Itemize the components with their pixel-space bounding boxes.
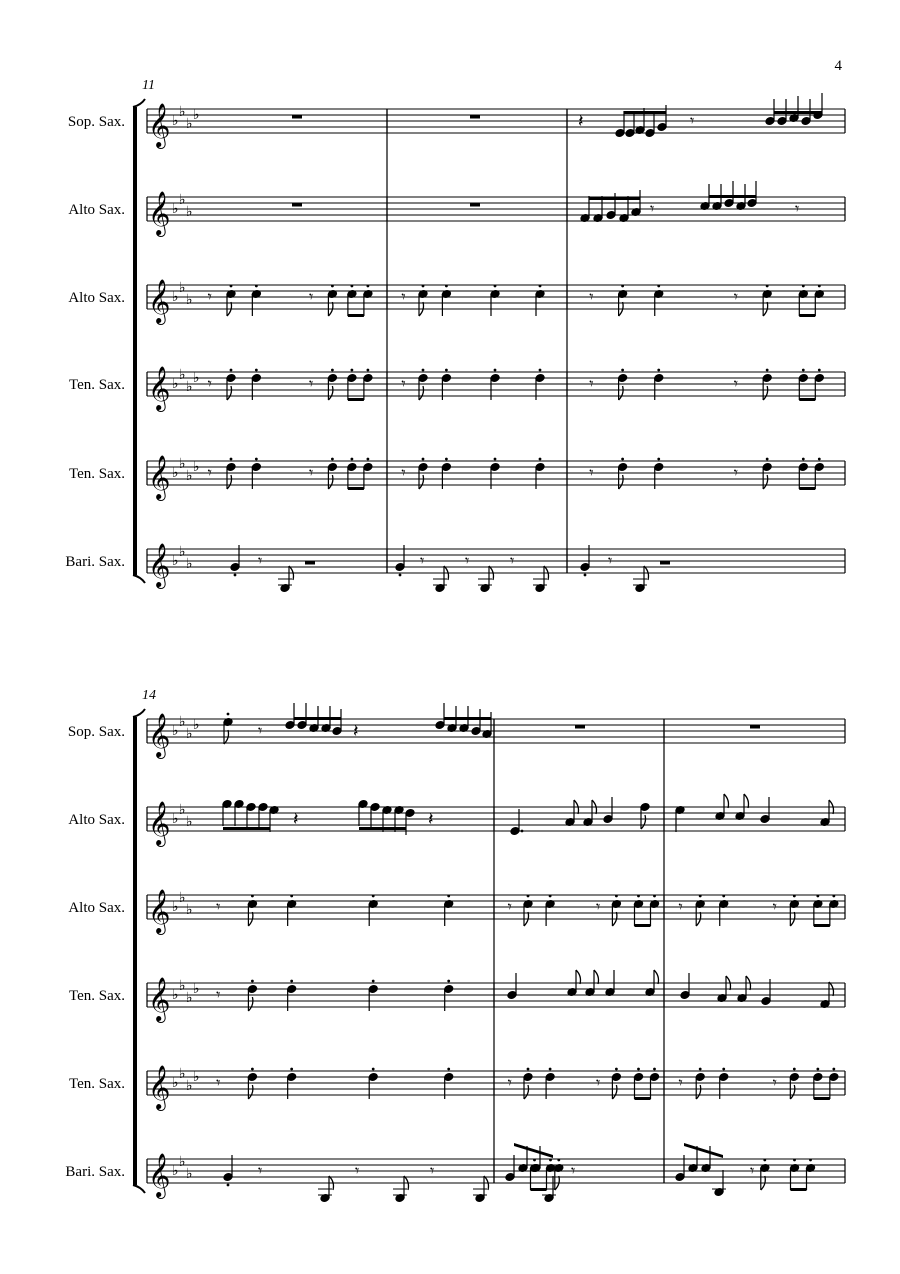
flat-icon: ♭ bbox=[186, 204, 193, 220]
staccato-dot bbox=[818, 369, 821, 372]
staccato-dot bbox=[699, 1068, 702, 1071]
note-beam bbox=[814, 1097, 830, 1100]
flat-icon: ♭ bbox=[186, 116, 193, 132]
staccato-dot bbox=[230, 369, 233, 372]
instrument-label: Ten. Sax. bbox=[68, 466, 125, 482]
staccato-dot bbox=[255, 458, 258, 461]
staccato-dot bbox=[290, 1068, 293, 1071]
flat-icon: ♭ bbox=[186, 292, 193, 308]
quarter-rest-icon: 𝄽 bbox=[353, 721, 359, 742]
eighth-rest-icon: 𝄾 bbox=[596, 897, 601, 916]
quarter-rest-icon: 𝄽 bbox=[428, 809, 434, 830]
note-flag bbox=[419, 475, 424, 489]
staccato-dot bbox=[557, 1159, 560, 1162]
eighth-rest-icon: 𝄾 bbox=[678, 1073, 683, 1092]
note-flag bbox=[594, 970, 599, 984]
note-flag bbox=[696, 1085, 701, 1099]
note-flag bbox=[248, 1085, 253, 1099]
flat-icon: ♭ bbox=[172, 899, 179, 915]
staccato-dot bbox=[230, 458, 233, 461]
flat-icon: ♭ bbox=[186, 814, 193, 830]
staccato-dot bbox=[227, 1184, 230, 1187]
staccato-dot bbox=[793, 1068, 796, 1071]
flat-icon: ♭ bbox=[186, 468, 193, 484]
flat-icon: ♭ bbox=[179, 890, 186, 906]
whole-rest-icon bbox=[750, 725, 760, 729]
staccato-dot bbox=[399, 574, 402, 577]
staccato-dot bbox=[494, 285, 497, 288]
staccato-dot bbox=[637, 1068, 640, 1071]
quarter-rest-icon: 𝄽 bbox=[578, 111, 584, 132]
staccato-dot bbox=[766, 458, 769, 461]
eighth-rest-icon: 𝄾 bbox=[420, 551, 425, 570]
treble-clef-icon: 𝄞 bbox=[148, 366, 171, 410]
eighth-rest-icon: 𝄾 bbox=[795, 199, 800, 218]
note-beam bbox=[294, 717, 341, 720]
eighth-rest-icon: 𝄾 bbox=[733, 374, 739, 393]
flat-icon: ♭ bbox=[172, 553, 179, 569]
note-flag bbox=[641, 815, 646, 829]
note-flag bbox=[744, 794, 749, 808]
note-beam bbox=[359, 827, 406, 830]
staccato-dot bbox=[494, 369, 497, 372]
flat-icon: ♭ bbox=[179, 544, 186, 560]
note-beam bbox=[635, 1097, 651, 1100]
instrument-label: Alto Sax. bbox=[68, 900, 125, 916]
staccato-dot bbox=[722, 1068, 725, 1071]
flat-icon: ♭ bbox=[193, 717, 200, 733]
staccato-dot bbox=[832, 1068, 835, 1071]
staccato-dot bbox=[533, 1159, 536, 1162]
staccato-dot bbox=[539, 458, 542, 461]
staccato-dot bbox=[372, 895, 375, 898]
flat-icon: ♭ bbox=[186, 990, 193, 1006]
note-beam bbox=[624, 111, 666, 114]
page-number: 4 bbox=[834, 58, 842, 74]
staccato-dot bbox=[251, 895, 254, 898]
eighth-rest-icon: 𝄾 bbox=[258, 1161, 263, 1180]
eighth-rest-icon: 𝄾 bbox=[207, 374, 212, 393]
staccato-dot bbox=[447, 980, 450, 983]
note-beam bbox=[684, 1143, 723, 1158]
staccato-dot bbox=[793, 895, 796, 898]
staccato-dot bbox=[367, 458, 370, 461]
note-beam bbox=[709, 195, 756, 198]
eighth-rest-icon: 𝄾 bbox=[465, 551, 470, 570]
flat-icon: ♭ bbox=[186, 1078, 193, 1094]
staccato-dot bbox=[447, 895, 450, 898]
treble-clef-icon: 𝄞 bbox=[148, 543, 171, 587]
flat-icon: ♭ bbox=[172, 289, 179, 305]
eighth-rest-icon: 𝄾 bbox=[216, 897, 221, 916]
note-flag bbox=[248, 997, 253, 1011]
whole-rest-icon bbox=[575, 725, 585, 729]
eighth-rest-icon: 𝄾 bbox=[596, 1073, 601, 1092]
eighth-rest-icon: 𝄾 bbox=[507, 897, 512, 916]
measure-number-system-2: 14 bbox=[142, 688, 156, 703]
staccato-dot bbox=[372, 1068, 375, 1071]
eighth-rest-icon: 𝄾 bbox=[216, 985, 221, 1004]
instrument-label: Alto Sax. bbox=[68, 290, 125, 306]
staccato-dot bbox=[549, 1159, 552, 1162]
bracket-hook bbox=[133, 709, 145, 717]
note-flag bbox=[619, 475, 624, 489]
half-rest bbox=[305, 561, 315, 565]
note-beam bbox=[799, 398, 815, 401]
flat-icon: ♭ bbox=[193, 1069, 200, 1085]
flat-icon: ♭ bbox=[172, 201, 179, 217]
whole-rest-icon bbox=[470, 115, 480, 119]
eighth-rest-icon: 𝄾 bbox=[309, 463, 314, 482]
note-beam bbox=[799, 314, 815, 317]
treble-clef-icon: 𝄞 bbox=[148, 279, 171, 323]
note-flag bbox=[612, 1085, 617, 1099]
note-flag bbox=[619, 386, 624, 400]
flat-icon: ♭ bbox=[172, 1163, 179, 1179]
note-beam bbox=[223, 827, 270, 830]
staccato-dot bbox=[802, 458, 805, 461]
eighth-rest-icon: 𝄾 bbox=[570, 1161, 576, 1180]
note-flag bbox=[576, 970, 581, 984]
eighth-rest-icon: 𝄾 bbox=[608, 551, 613, 570]
staccato-dot bbox=[637, 895, 640, 898]
eighth-rest-icon: 𝄾 bbox=[589, 287, 594, 306]
staccato-dot bbox=[251, 980, 254, 983]
half-rest bbox=[660, 561, 670, 565]
note-flag bbox=[790, 1085, 795, 1099]
flat-icon: ♭ bbox=[172, 376, 179, 392]
bracket-hook bbox=[133, 99, 145, 107]
staccato-dot bbox=[832, 895, 835, 898]
staccato-dot bbox=[763, 1159, 766, 1162]
staccato-dot bbox=[255, 369, 258, 372]
instrument-label: Bari. Sax. bbox=[65, 554, 125, 570]
eighth-rest-icon: 𝄾 bbox=[772, 1073, 777, 1092]
eighth-rest-icon: 𝄾 bbox=[507, 1073, 512, 1092]
staccato-dot bbox=[615, 1068, 618, 1071]
note-flag bbox=[724, 794, 729, 808]
treble-clef-icon: 𝄞 bbox=[148, 889, 171, 933]
eighth-rest-icon: 𝄾 bbox=[430, 1161, 435, 1180]
staccato-dot bbox=[445, 285, 448, 288]
eighth-rest-icon: 𝄾 bbox=[589, 374, 594, 393]
note-beam bbox=[531, 1188, 547, 1191]
flat-icon: ♭ bbox=[172, 113, 179, 129]
eighth-rest-icon: 𝄾 bbox=[690, 111, 695, 130]
flat-icon: ♭ bbox=[179, 456, 186, 472]
note-flag bbox=[227, 475, 232, 489]
staccato-dot bbox=[699, 895, 702, 898]
flat-icon: ♭ bbox=[186, 902, 193, 918]
note-flag bbox=[328, 475, 333, 489]
instrument-label: Ten. Sax. bbox=[68, 377, 125, 393]
whole-rest-icon bbox=[292, 203, 302, 207]
staccato-dot bbox=[494, 458, 497, 461]
note-beam bbox=[814, 924, 830, 927]
staccato-dot bbox=[802, 285, 805, 288]
staccato-dot bbox=[621, 458, 624, 461]
flat-icon: ♭ bbox=[179, 192, 186, 208]
note-flag bbox=[763, 475, 768, 489]
flat-icon: ♭ bbox=[179, 978, 186, 994]
flat-icon: ♭ bbox=[186, 379, 193, 395]
flat-icon: ♭ bbox=[179, 367, 186, 383]
instrument-label: Alto Sax. bbox=[68, 202, 125, 218]
flat-icon: ♭ bbox=[172, 811, 179, 827]
treble-clef-icon: 𝄞 bbox=[148, 1065, 171, 1109]
flat-icon: ♭ bbox=[193, 370, 200, 386]
eighth-rest-icon: 𝄾 bbox=[772, 897, 777, 916]
flat-icon: ♭ bbox=[179, 1154, 186, 1170]
staccato-dot bbox=[234, 574, 237, 577]
staccato-dot bbox=[549, 1068, 552, 1071]
whole-rest-icon bbox=[292, 115, 302, 119]
flat-icon: ♭ bbox=[179, 280, 186, 296]
treble-clef-icon: 𝄞 bbox=[148, 103, 171, 147]
flat-icon: ♭ bbox=[172, 1075, 179, 1091]
staccato-dot bbox=[351, 285, 354, 288]
system-bracket bbox=[133, 717, 137, 1185]
staccato-dot bbox=[584, 574, 587, 577]
note-flag bbox=[328, 386, 333, 400]
staccato-dot bbox=[766, 369, 769, 372]
eighth-rest-icon: 𝄾 bbox=[733, 463, 739, 482]
flat-icon: ♭ bbox=[172, 465, 179, 481]
instrument-label: Alto Sax. bbox=[68, 812, 125, 828]
eighth-rest-icon: 𝄾 bbox=[589, 463, 594, 482]
note-flag bbox=[524, 1085, 529, 1099]
staccato-dot bbox=[549, 895, 552, 898]
system-bracket bbox=[133, 107, 137, 575]
note-beam bbox=[348, 314, 364, 317]
eighth-rest-icon: 𝄾 bbox=[401, 374, 406, 393]
note-flag bbox=[419, 386, 424, 400]
flat-icon: ♭ bbox=[193, 459, 200, 475]
treble-clef-icon: 𝄞 bbox=[148, 977, 171, 1021]
dot bbox=[521, 830, 524, 833]
eighth-rest-icon: 𝄾 bbox=[749, 1161, 755, 1180]
eighth-rest-icon: 𝄾 bbox=[309, 374, 314, 393]
eighth-rest-icon: 𝄾 bbox=[401, 287, 406, 306]
eighth-rest-icon: 𝄾 bbox=[355, 1161, 360, 1180]
staccato-dot bbox=[722, 895, 725, 898]
flat-icon: ♭ bbox=[186, 726, 193, 742]
staccato-dot bbox=[816, 895, 819, 898]
staccato-dot bbox=[527, 895, 530, 898]
bracket-hook bbox=[133, 575, 145, 583]
instrument-label: Ten. Sax. bbox=[68, 1076, 125, 1092]
staccato-dot bbox=[621, 285, 624, 288]
treble-clef-icon: 𝄞 bbox=[148, 1153, 171, 1197]
staccato-dot bbox=[227, 713, 230, 716]
staccato-dot bbox=[331, 369, 334, 372]
note-beam bbox=[635, 924, 651, 927]
staccato-dot bbox=[230, 285, 233, 288]
staccato-dot bbox=[351, 458, 354, 461]
flat-icon: ♭ bbox=[179, 104, 186, 120]
eighth-rest-icon: 𝄾 bbox=[678, 897, 683, 916]
eighth-rest-icon: 𝄾 bbox=[401, 463, 406, 482]
treble-clef-icon: 𝄞 bbox=[148, 455, 171, 499]
note-beam bbox=[791, 1188, 807, 1191]
staccato-dot bbox=[351, 369, 354, 372]
whole-rest-icon bbox=[470, 203, 480, 207]
treble-clef-icon: 𝄞 bbox=[148, 191, 171, 235]
instrument-label: Sop. Sax. bbox=[67, 724, 125, 740]
staccato-dot bbox=[372, 980, 375, 983]
eighth-rest-icon: 𝄾 bbox=[510, 551, 515, 570]
instrument-label: Ten. Sax. bbox=[68, 988, 125, 1004]
eighth-rest-icon: 𝄾 bbox=[733, 287, 739, 306]
staccato-dot bbox=[657, 285, 660, 288]
staccato-dot bbox=[367, 285, 370, 288]
flat-icon: ♭ bbox=[172, 987, 179, 1003]
staccato-dot bbox=[802, 369, 805, 372]
staccato-dot bbox=[657, 369, 660, 372]
flat-icon: ♭ bbox=[186, 1166, 193, 1182]
staccato-dot bbox=[653, 895, 656, 898]
flat-icon: ♭ bbox=[193, 981, 200, 997]
staccato-dot bbox=[251, 1068, 254, 1071]
staccato-dot bbox=[422, 369, 425, 372]
staccato-dot bbox=[657, 458, 660, 461]
staccato-dot bbox=[422, 285, 425, 288]
measure-number-system-1: 11 bbox=[142, 78, 155, 93]
staccato-dot bbox=[255, 285, 258, 288]
note-beam bbox=[799, 487, 815, 490]
note-beam bbox=[514, 1143, 553, 1158]
eighth-rest-icon: 𝄾 bbox=[216, 1073, 221, 1092]
note-beam bbox=[589, 197, 640, 200]
note-flag bbox=[227, 386, 232, 400]
treble-clef-icon: 𝄞 bbox=[148, 801, 171, 845]
staccato-dot bbox=[766, 285, 769, 288]
bracket-hook bbox=[133, 1185, 145, 1193]
flat-icon: ♭ bbox=[179, 802, 186, 818]
staccato-dot bbox=[539, 285, 542, 288]
note-beam bbox=[348, 487, 364, 490]
staccato-dot bbox=[367, 369, 370, 372]
eighth-rest-icon: 𝄾 bbox=[207, 463, 212, 482]
note-beam bbox=[444, 717, 491, 720]
staccato-dot bbox=[290, 895, 293, 898]
staccato-dot bbox=[422, 458, 425, 461]
note-flag bbox=[654, 970, 659, 984]
treble-clef-icon: 𝄞 bbox=[148, 713, 171, 757]
instrument-label: Bari. Sax. bbox=[65, 1164, 125, 1180]
instrument-label: Sop. Sax. bbox=[67, 114, 125, 130]
staccato-dot bbox=[653, 1068, 656, 1071]
flat-icon: ♭ bbox=[172, 723, 179, 739]
staccato-dot bbox=[290, 980, 293, 983]
staccato-dot bbox=[621, 369, 624, 372]
flat-icon: ♭ bbox=[179, 714, 186, 730]
note-flag bbox=[763, 386, 768, 400]
staccato-dot bbox=[527, 1068, 530, 1071]
quarter-rest-icon: 𝄽 bbox=[293, 809, 299, 830]
staccato-dot bbox=[809, 1159, 812, 1162]
staccato-dot bbox=[539, 369, 542, 372]
eighth-rest-icon: 𝄾 bbox=[650, 199, 655, 218]
staccato-dot bbox=[447, 1068, 450, 1071]
flat-icon: ♭ bbox=[193, 107, 200, 123]
eighth-rest-icon: 𝄾 bbox=[207, 287, 212, 306]
staccato-dot bbox=[615, 895, 618, 898]
staccato-dot bbox=[445, 369, 448, 372]
eighth-rest-icon: 𝄾 bbox=[258, 721, 263, 740]
staccato-dot bbox=[818, 285, 821, 288]
note-beam bbox=[774, 111, 822, 114]
eighth-rest-icon: 𝄾 bbox=[309, 287, 314, 306]
flat-icon: ♭ bbox=[186, 556, 193, 572]
staccato-dot bbox=[331, 458, 334, 461]
staccato-dot bbox=[818, 458, 821, 461]
staccato-dot bbox=[331, 285, 334, 288]
staccato-dot bbox=[793, 1159, 796, 1162]
flat-icon: ♭ bbox=[179, 1066, 186, 1082]
staccato-dot bbox=[816, 1068, 819, 1071]
note-beam bbox=[348, 398, 364, 401]
staccato-dot bbox=[445, 458, 448, 461]
eighth-rest-icon: 𝄾 bbox=[258, 551, 263, 570]
